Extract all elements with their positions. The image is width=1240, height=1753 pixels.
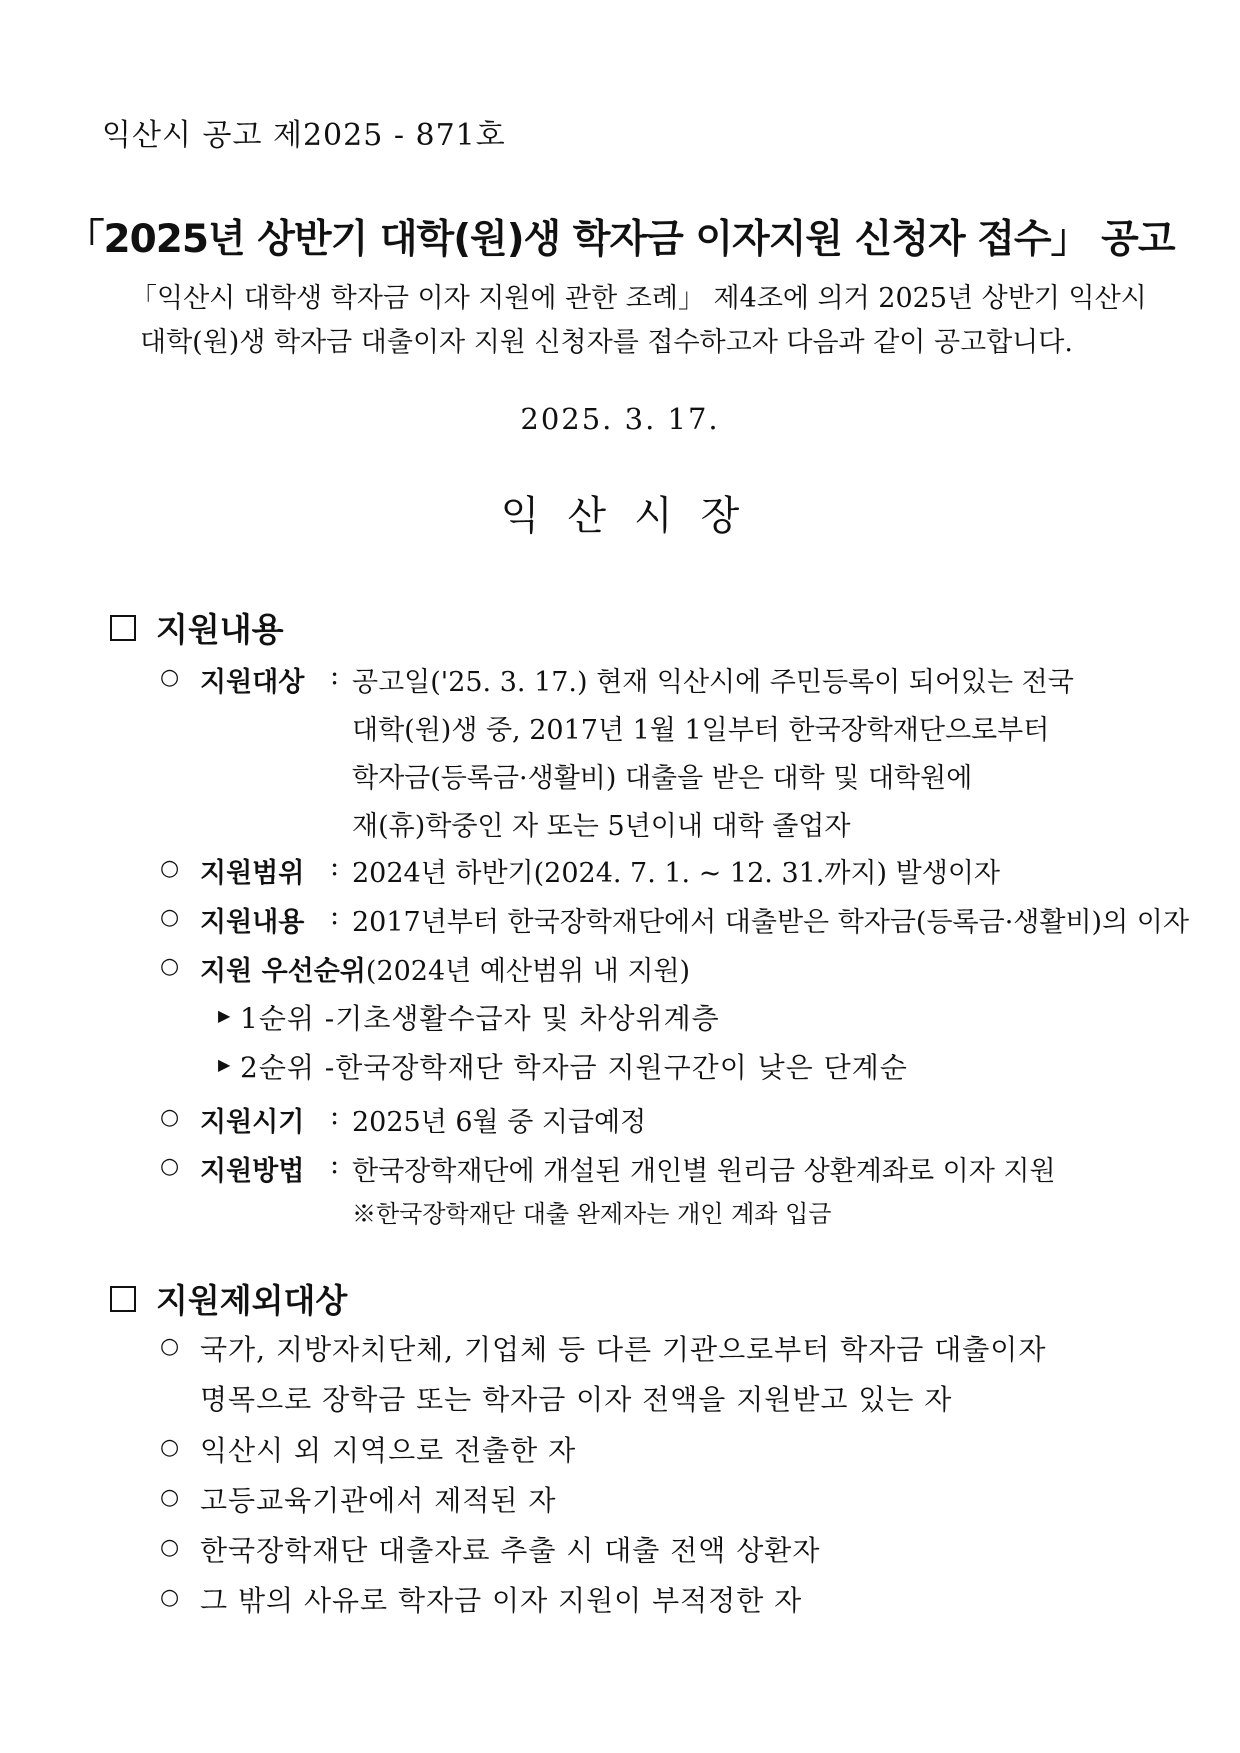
priority-heading [200, 949, 690, 988]
bullet-icon: ○ [160, 1585, 180, 1610]
page-title: 「2025년 상반기 대학(원)생 학자금 이자지원 신청자 접수」 공고 [65, 217, 1175, 262]
target-line-2: 대학(원)생 중, 2017년 1월 1일부터 한국장학재단으로부터 [352, 715, 1050, 746]
timing-label: 지원시기 [200, 1107, 305, 1138]
colon: : [330, 851, 340, 882]
exclusion-item-5: 그 밖의 사유로 학자금 이자 지원이 부적정한 자 [200, 1584, 803, 1617]
range-label: 지원범위 [200, 858, 305, 889]
priority-suffix: (2024년 예산범위 내 지원) [365, 956, 691, 987]
intro-line-1: 「익산시 대학생 학자금 이자 지원에 관한 조례」 제4조에 의거 2025년 상반기 익산시 [130, 283, 1147, 314]
bullet-icon: ○ [160, 905, 180, 930]
target-label: 지원대상 [200, 667, 305, 698]
arrow-right-icon: ▶ [218, 1055, 231, 1074]
colon: : [330, 1149, 340, 1180]
method-value: 한국장학재단에 개설된 개인별 원리금 상환계좌로 이자 지원 [352, 1156, 1056, 1187]
bullet-icon: ○ [160, 856, 180, 881]
section-heading-exclusion-text: 지원제외대상 [156, 1281, 348, 1320]
colon: : [330, 1100, 340, 1131]
content-label: 지원내용 [200, 907, 305, 938]
range-value: 2024년 하반기(2024. 7. 1. ~ 12. 31.까지) 발생이자 [352, 858, 1000, 889]
bullet-icon: ○ [160, 1535, 180, 1560]
exclusion-item-4: 한국장학재단 대출자료 추출 시 대출 전액 상환자 [200, 1534, 821, 1567]
intro-line-2: 대학(원)생 학자금 대출이자 지원 신청자를 접수하고자 다음과 같이 공고합니다. [140, 327, 1073, 358]
priority-item-2: 2순위 -한국장학재단 학자금 지원구간이 낮은 단계순 [240, 1051, 908, 1084]
section-heading-exclusion [110, 1275, 347, 1322]
timing-value: 2025년 6월 중 지급예정 [352, 1107, 647, 1138]
section-heading-support [110, 604, 284, 651]
colon: : [330, 660, 340, 691]
target-line-1: 공고일('25. 3. 17.) 현재 익산시에 주민등록이 되어있는 전국 [352, 667, 1074, 698]
arrow-right-icon: ▶ [218, 1006, 231, 1025]
bullet-icon: ○ [160, 1485, 180, 1510]
target-line-4: 재(휴)학중인 자 또는 5년이내 대학 졸업자 [352, 811, 851, 842]
priority-item-1: 1순위 -기초생활수급자 및 차상위계층 [240, 1002, 720, 1035]
bullet-icon: ○ [160, 1435, 180, 1460]
bullet-icon: ○ [160, 954, 180, 979]
notice-date: 2025. 3. 17. [520, 402, 720, 436]
bullet-icon: ○ [160, 1334, 180, 1359]
checkbox-square-icon [110, 615, 136, 641]
bullet-icon: ○ [160, 665, 180, 690]
content-value: 2017년부터 한국장학재단에서 대출받은 학자금(등록금·생활비)의 이자 [352, 907, 1189, 938]
bullet-icon: ○ [160, 1105, 180, 1130]
target-line-3: 학자금(등록금·생활비) 대출을 받은 대학 및 대학원에 [352, 763, 973, 794]
checkbox-square-icon [110, 1286, 136, 1312]
exclusion-item-3: 고등교육기관에서 제적된 자 [200, 1484, 557, 1517]
exclusion-item-2: 익산시 외 지역으로 전출한 자 [200, 1434, 577, 1467]
bullet-icon: ○ [160, 1154, 180, 1179]
issuer: 익산시장 [500, 493, 768, 539]
priority-label: 지원 우선순위 [200, 956, 366, 987]
section-heading-support-text: 지원내용 [156, 610, 284, 649]
exclusion-item-1: 국가, 지방자치단체, 기업체 등 다른 기관으로부터 학자금 대출이자 [200, 1333, 1047, 1366]
notice-number: 익산시 공고 제2025 - 871호 [102, 118, 506, 153]
exclusion-item-1-cont: 명목으로 장학금 또는 학자금 이자 전액을 지원받고 있는 자 [200, 1383, 953, 1416]
colon: : [330, 900, 340, 931]
method-note: ※한국장학재단 대출 완제자는 개인 계좌 입금 [352, 1200, 832, 1228]
method-label: 지원방법 [200, 1156, 305, 1187]
